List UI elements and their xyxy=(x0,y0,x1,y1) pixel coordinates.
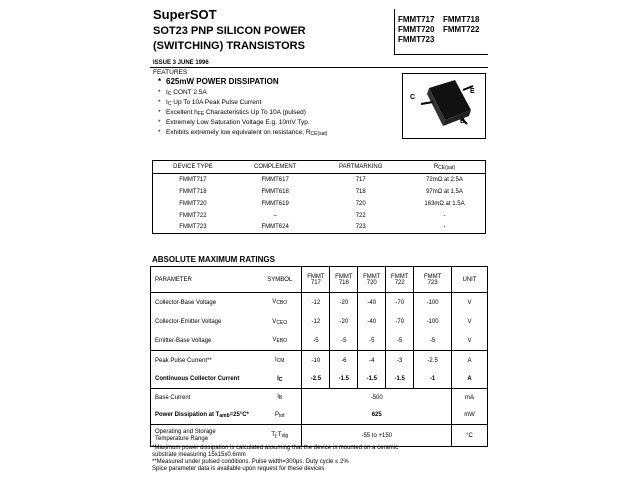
cell: V xyxy=(452,293,488,313)
cell: Collector-Emitter Voltage xyxy=(151,313,259,332)
cell: -40 xyxy=(358,313,386,332)
cell: -5 xyxy=(330,332,358,351)
column-header: $R_{CE(sat)}$ xyxy=(404,161,486,174)
part-number: FMMT717 xyxy=(398,15,435,24)
footnotes xyxy=(152,445,398,473)
part-number: FMMT720 xyxy=(398,25,435,34)
column-header: PARTMARKING xyxy=(317,161,404,174)
ratings-heading: ABSOLUTE MAXIMUM RATINGS xyxy=(152,255,275,264)
cell: -10 xyxy=(302,351,330,371)
table-header-row xyxy=(151,267,488,293)
part-number: FMMT723 xyxy=(398,35,435,44)
issue-date: ISSUE 3 JUNE 1996 xyxy=(153,60,209,66)
table-row xyxy=(151,293,488,313)
feature-item: * Extremely Low Saturation Voltage E.g. 10mV Typ. xyxy=(158,119,310,126)
column-header: SYMBOL xyxy=(258,267,302,293)
column-header: FMMT 720 xyxy=(358,267,386,293)
pin-label-emitter: E xyxy=(470,88,475,95)
cell: -20 xyxy=(330,313,358,332)
cell: -5 xyxy=(414,332,452,351)
feature-item: * $I_C$ Up To 10A Peak Pulse Current xyxy=(158,99,262,107)
cell: -2.5 xyxy=(302,371,330,389)
cell: Emitter-Base Voltage xyxy=(151,332,259,351)
column-header: FMMT 722 xyxy=(386,267,414,293)
table-row xyxy=(153,174,486,186)
cell: - xyxy=(404,210,486,222)
cell: $I_B$ xyxy=(258,389,302,407)
table-row xyxy=(153,198,486,210)
cell: 722 xyxy=(355,212,366,219)
cell: -1.5 xyxy=(330,371,358,389)
cell: -1.5 xyxy=(358,371,386,389)
column-header: COMPLEMENT xyxy=(233,161,318,174)
cell: $V_{EBO}$ xyxy=(272,337,288,345)
cell: 718 xyxy=(355,188,366,195)
cell: mA xyxy=(452,389,488,407)
cell: -5 xyxy=(386,332,414,351)
cell: FMMT618 xyxy=(261,188,289,195)
cell: Continuous Collector Current xyxy=(151,371,259,389)
feature-item: * 625mW POWER DISSIPATION xyxy=(158,77,279,86)
cell: -12 xyxy=(302,293,330,313)
cell: -5 xyxy=(302,332,330,351)
cell: -4 xyxy=(358,351,386,371)
cell: -5 xyxy=(358,332,386,351)
table-row xyxy=(153,222,486,234)
column-header: DEVICE TYPE xyxy=(153,161,233,174)
cell: $V_{CBO}$ xyxy=(258,293,302,313)
cell: °C xyxy=(452,425,488,447)
cell: $P_{tot}$ xyxy=(274,411,285,419)
title-line-1: SOT23 PNP SILICON POWER xyxy=(153,25,306,37)
cell: -70 xyxy=(386,293,414,313)
column-header: FMMT 718 xyxy=(330,267,358,293)
column-header: UNIT xyxy=(452,267,488,293)
cell: 625 xyxy=(302,407,452,425)
features-heading: FEATURES xyxy=(153,69,188,76)
cell: FMMT720 xyxy=(153,198,233,210)
column-header: FMMT 717 xyxy=(302,267,330,293)
cell: FMMT722 xyxy=(153,210,233,222)
table-row xyxy=(151,351,488,371)
ratings-table xyxy=(150,266,488,447)
cell: -70 xyxy=(386,313,414,332)
feature-item: * $I_C$ CONT 2.5A xyxy=(158,89,207,97)
cell: 163mΩ at 1.5A xyxy=(404,198,486,210)
cell: -2.5 xyxy=(414,351,452,371)
table-row xyxy=(151,371,488,389)
cell: -1.5 xyxy=(386,371,414,389)
cell: -40 xyxy=(358,293,386,313)
cell: -100 xyxy=(414,313,452,332)
cell: A xyxy=(452,371,488,389)
table-row xyxy=(151,407,488,425)
footnote: Spice parameter data is available upon request for these devices xyxy=(152,466,325,472)
feature-item: * Exhibits extremely low equivalent on resistance; $R_{CE(sat)}$ xyxy=(158,129,328,137)
cell: A xyxy=(452,351,488,371)
document-title xyxy=(153,24,306,54)
cell: Collector-Base Voltage xyxy=(151,293,259,313)
cell: Power Dissipation at $T_{amb}=25^\circ C*$ xyxy=(151,407,259,425)
divider xyxy=(150,67,488,68)
cell: FMMT723 xyxy=(153,222,233,234)
cell: FMMT619 xyxy=(261,200,289,207)
cell: -6 xyxy=(330,351,358,371)
cell: -500 xyxy=(302,389,452,407)
pin-label-base: B xyxy=(460,118,466,125)
cell: 720 xyxy=(355,200,366,207)
table-row xyxy=(151,332,488,351)
cell: -20 xyxy=(330,293,358,313)
footnote: substrate measuring 15x15x0.6mm xyxy=(152,452,246,458)
cell: -55 to +150 xyxy=(302,425,452,447)
table-row xyxy=(151,389,488,407)
cell: - xyxy=(404,222,486,234)
part-number-box xyxy=(394,9,488,55)
table-row xyxy=(153,210,486,222)
cell: FMMT718 xyxy=(153,186,233,198)
feature-item: * Excellent $h_{FE}$ Characteristics Up To 10A (pulsed) xyxy=(158,109,306,117)
cell: Base Current xyxy=(151,389,259,407)
package-diagram xyxy=(402,73,486,139)
cell: $I_C$ xyxy=(277,375,283,383)
cell: -12 xyxy=(302,313,330,332)
table-row xyxy=(151,313,488,332)
footnote: **Measured under pulsed conditions. Pulse width=300μs. Duty cycle ≤ 2% xyxy=(152,459,349,465)
column-header: PARAMETER xyxy=(151,267,259,293)
cell: 723 xyxy=(317,222,404,234)
device-table xyxy=(152,160,486,234)
cell: Operating and Storage Temperature Range xyxy=(151,425,259,447)
column-header: FMMT 723 xyxy=(414,267,452,293)
part-number: FMMT718 xyxy=(443,15,480,24)
cell: $T_j:T_{stg}$ xyxy=(258,425,302,447)
brand-name: SuperSOT xyxy=(153,7,217,22)
cell: Peak Pulse Current** xyxy=(151,351,259,371)
cell: -3 xyxy=(386,351,414,371)
cell: 97mΩ at 1.5A xyxy=(404,186,486,198)
cell: V xyxy=(452,313,488,332)
cell: 72mΩ at 2.5A xyxy=(404,174,486,186)
cell: 717 xyxy=(355,176,366,183)
cell: – xyxy=(273,212,277,219)
cell: mW xyxy=(452,407,488,425)
table-row xyxy=(151,425,488,447)
footnote: *Maximum power dissipation is calculated assuming that the device is mounted on a ceramic xyxy=(152,445,399,451)
table-row xyxy=(153,186,486,198)
cell: FMMT617 xyxy=(261,176,289,183)
cell: -100 xyxy=(414,293,452,313)
title-line-2: (SWITCHING) TRANSISTORS xyxy=(153,40,305,52)
pin-label-collector: C xyxy=(410,94,416,101)
cell: V xyxy=(452,332,488,351)
cell: FMMT624 xyxy=(233,222,318,234)
cell: $I_{CM}$ xyxy=(258,351,302,371)
part-number: FMMT722 xyxy=(443,25,480,34)
cell: $V_{CEO}$ xyxy=(272,318,288,326)
sot23-package-icon xyxy=(403,74,487,140)
cell: -1 xyxy=(414,371,452,389)
cell: FMMT717 xyxy=(153,174,233,186)
